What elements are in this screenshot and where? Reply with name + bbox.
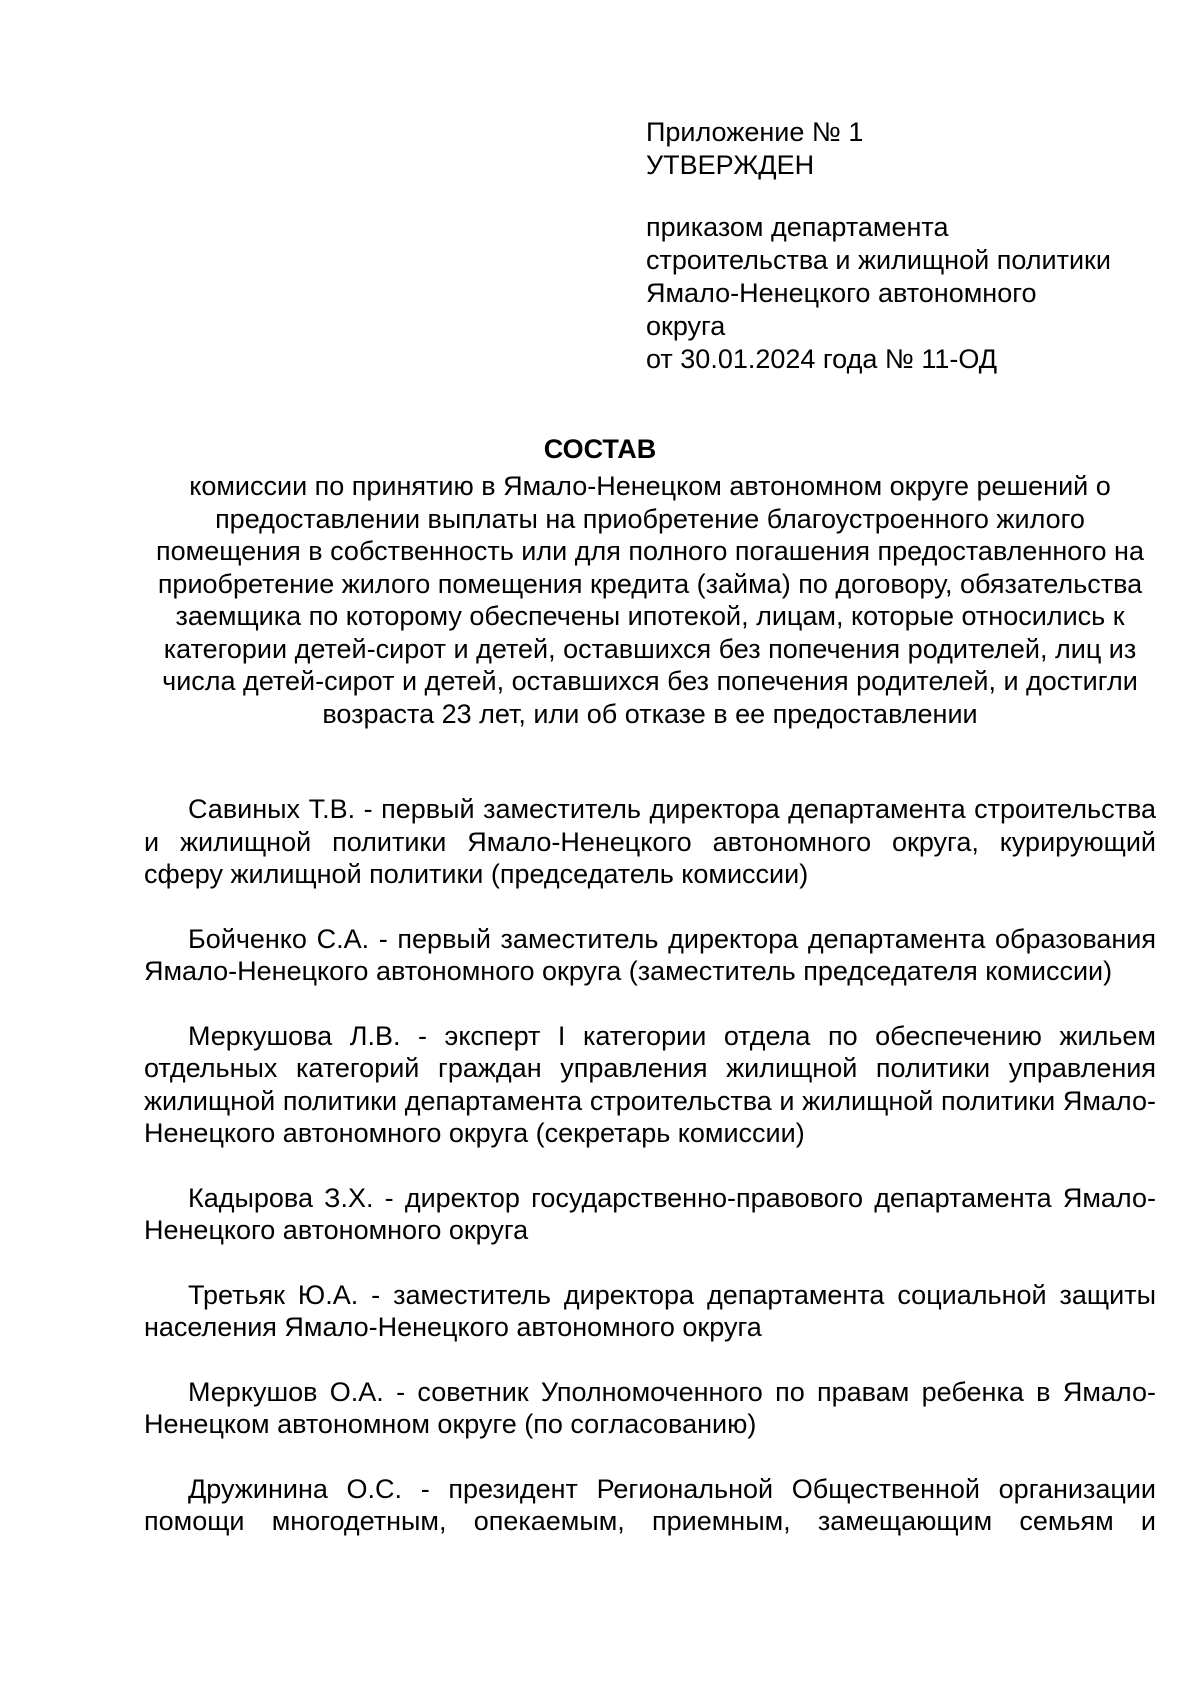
order-line-4: округа <box>646 311 726 341</box>
order-line-2: строительства и жилищной политики <box>646 245 1111 275</box>
approval-gap <box>646 182 1166 211</box>
member-entry: Третьяк Ю.А. - заместитель директора департамента социальной защиты населения Ямало-Ненецкого автономного округа <box>144 1279 1156 1342</box>
member-entry: Дружинина О.С. - президент Региональной Общественной организации помощи многодетным, опекаемым, приемным, замещающим семьям и <box>144 1473 1156 1536</box>
member-entry: Бойченко С.А. - первый заместитель директора департамента образования Ямало-Ненецкого автономного округа (заместитель председателя комиссии) <box>144 923 1156 986</box>
member-entry: Меркушов О.А. - советник Уполномоченного по правам ребенка в Ямало-Ненецком автономном округе (по согласованию) <box>144 1376 1156 1439</box>
member-entry: Савиных Т.В. - первый заместитель директора департамента строительства и жилищной политики Ямало-Ненецкого автономного округа, курирующий сферу жилищной политики (председатель комиссии) <box>144 794 1156 889</box>
appendix-number: Приложение № 1 <box>646 117 864 147</box>
member-entry: Меркушова Л.В. - эксперт I категории отдела по обеспечению жильем отдельных категорий граждан управления жилищной политики управления жилищной политики департамента строительства и жилищной политики Ямало-Ненецкого автономного округа (секретарь комиссии) <box>144 1020 1156 1148</box>
member-entry: Кадырова З.Х. - директор государственно-правового департамента Ямало-Ненецкого автономного округа <box>144 1182 1156 1245</box>
order-line-3: Ямало-Ненецкого автономного <box>646 278 1037 308</box>
order-date-number: от 30.01.2024 года № 11-ОД <box>646 344 998 374</box>
approval-block <box>646 116 1166 376</box>
document-title: СОСТАВ <box>543 434 657 464</box>
members-list <box>144 793 1156 1570</box>
document-subtitle: комиссии по принятию в Ямало-Ненецком автономном округе решений о предоставлении выплаты на приобретение благоустроенного жилого помещения в собственность или для полного погашения предоставленного на приобретение жилого помещения кредита (займа) по договору, обязательства заемщика по которому обеспечены ипотекой, лицам, которые относились к категории детей-сирот и детей, оставшихся без попечения родителей, лиц из числа детей-сирот и детей, оставшихся без попечения родителей, и достигли возраста 23 лет, или об отказе в ее предоставлении <box>156 471 1144 729</box>
approved-label: УТВЕРЖДЕН <box>646 150 815 180</box>
order-line-1: приказом департамента <box>646 212 949 242</box>
